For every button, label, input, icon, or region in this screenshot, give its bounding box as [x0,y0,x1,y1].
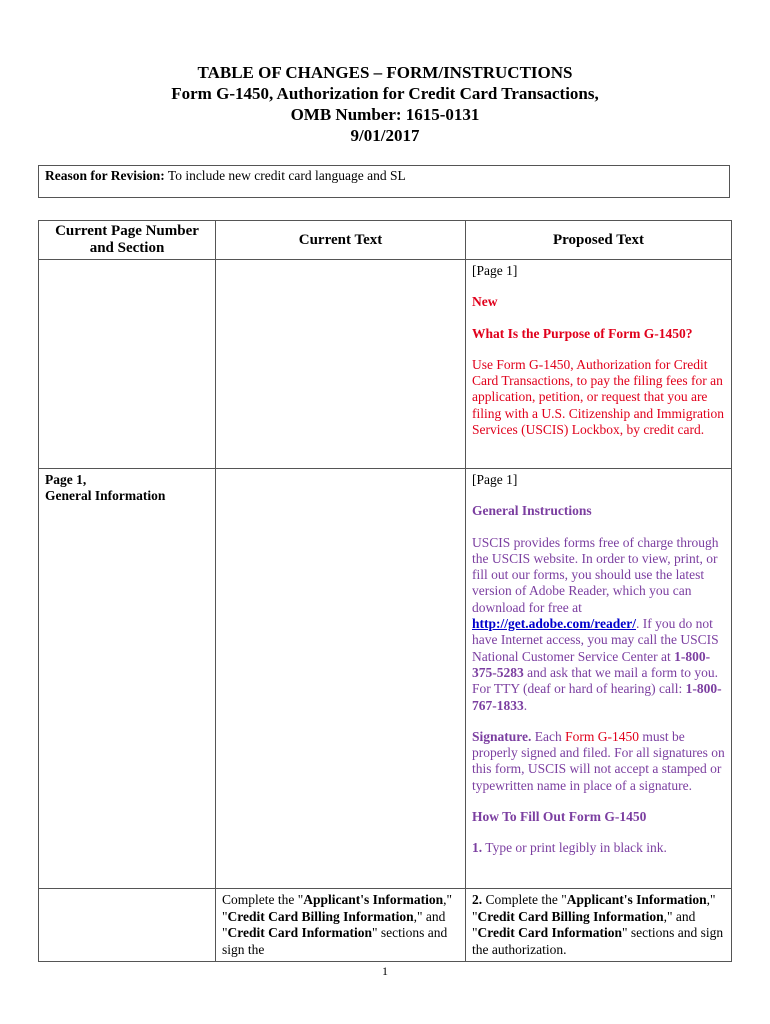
signature-text-b: must be properly signed and filed. For all signatures on this form, USCIS will not accept a stamped or typewritten name in place of a signature. [472,728,725,793]
signature-label: Signature. [472,728,532,744]
row2-howto-heading: How To Fill Out Form G-1450 [472,809,647,825]
row1-new-label: New [472,294,498,310]
title-line-2: Form G-1450, Authorization for Credit Card Transactions, [171,84,599,103]
row3-prop-a: Complete the " [485,892,567,907]
row1-body: Use Form G-1450, Authorization for Credit Card Transactions, to pay the filing fees for an application, petition, or request that you are filing with a U.S. Citizenship and Immigration Services (USCIS) Lockbox, by credit card. [472,356,724,438]
row2-p1-text-b: . If you do not have Internet access, you may call the USCIS National Customer Service Center at [472,616,719,664]
step-1-number: 1. [472,840,483,856]
ncsc-phone-number: 1-800-375-5283 [472,648,711,680]
row3-cur-e: " sections and sign the [222,925,448,957]
row2-page-ref: [Page 1] [472,472,518,487]
tty-phone-number: 1-800-767-1833 [472,681,722,713]
reason-for-revision-box [38,165,730,198]
table-row [39,469,732,889]
row3-prop-b2: Credit Card Billing Information [477,908,664,924]
row2-current-text [216,469,466,889]
changes-table [38,220,732,962]
row2-p1-text-d: . [523,697,528,713]
reason-label: Reason for Revision: [45,168,165,183]
reason-text: To include new credit card language and SL [167,168,406,183]
row2-signature-paragraph [472,729,725,794]
title-line-4: 9/01/2017 [350,126,420,145]
row2-section [39,469,216,889]
column-header-current: Current Text [216,221,466,260]
row1-proposed-text [466,260,732,469]
column-header-proposed: Proposed Text [466,221,732,260]
step-1-text: Type or print legibly in black ink. [485,840,667,856]
row2-section-page: Page 1, [45,472,87,487]
row3-proposed-text [466,889,732,962]
row3-cur-a: Complete the " [222,892,304,907]
table-row [39,260,732,469]
page-number: 1 [382,964,388,978]
row1-page-ref: [Page 1] [472,263,518,278]
title-line-1: TABLE OF CHANGES – FORM/INSTRUCTIONS [197,63,573,82]
row3-prop-e: " sections and sign the authorization. [472,925,724,957]
table-header-row [39,221,732,260]
row3-cur-c: ," " [222,892,453,924]
table-row [39,889,732,962]
signature-form-name: Form G-1450 [565,728,639,744]
row2-paragraph-1 [472,535,725,714]
row3-prop-d: ," and " [472,908,696,940]
row2-p1-text-c: and ask that we mail a form to you. For TTY (deaf or hard of hearing) call: [472,664,718,697]
row2-proposed-text [466,469,732,889]
row3-cur-b3: Credit Card Information [227,925,373,940]
column-header-section: Current Page Number and Section [39,221,216,260]
step-2-number: 2. [472,892,483,907]
row2-step-1 [472,840,725,856]
row1-current-text [216,260,466,469]
row3-cur-b2: Credit Card Billing Information [227,908,414,924]
row3-cur-d: ," and " [222,908,446,940]
title-line-3: OMB Number: 1615-0131 [290,105,480,124]
document-title [0,62,770,146]
adobe-reader-link[interactable]: http://get.adobe.com/reader/ [472,616,636,632]
row3-cur-b1: Applicant's Information [303,892,444,907]
row3-prop-b3: Credit Card Information [477,925,623,940]
row2-p1-text-a: USCIS provides forms free of charge through the USCIS website. In order to view, print, or fill out our forms, you should use the latest version of Adobe Reader, which you can download for free at [472,534,719,615]
row3-prop-b1: Applicant's Information [566,892,707,907]
row2-heading: General Instructions [472,503,592,519]
row1-heading: What Is the Purpose of Form G-1450? [472,325,693,341]
row3-prop-c: ," " [472,892,716,924]
row3-section [39,889,216,962]
row2-section-name: General Information [45,488,166,503]
row1-section [39,260,216,469]
signature-text-a: Each [534,728,562,744]
row3-current-text [216,889,466,962]
